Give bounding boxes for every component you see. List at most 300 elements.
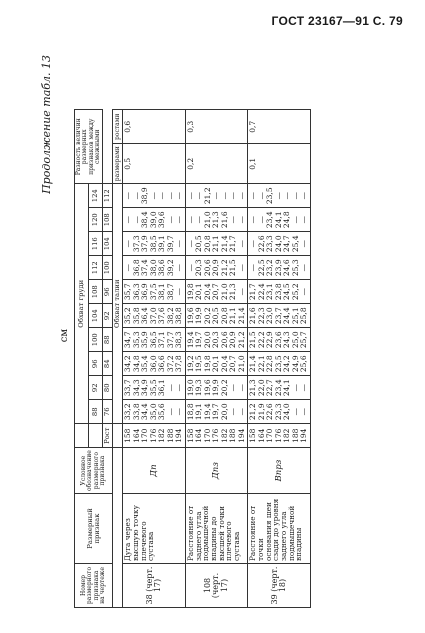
value: — (236, 288, 246, 296)
value: 35,6 (157, 403, 167, 421)
size-column-values (248, 328, 311, 352)
value: — (236, 384, 246, 392)
feature-name: Расстояние от точки основания шеи сзади до уровня заднего угла подмышечной впадины (248, 494, 311, 564)
feature-symbol: Дпз (185, 448, 248, 494)
value: 35,7 (123, 283, 133, 301)
col-header-number: Номер размерного признака на чертеже (75, 564, 113, 608)
value: 23,9 (273, 259, 283, 277)
value: 34,3 (131, 379, 141, 397)
value: 20,5 (194, 235, 204, 253)
value: 21,1 (228, 307, 238, 325)
waist-value-cell: 112 (103, 184, 113, 208)
value: 21,6 (219, 211, 229, 229)
value: — (194, 192, 204, 200)
value: 19,0 (185, 379, 195, 397)
value: 188 (165, 428, 175, 443)
size-column-values (185, 208, 248, 232)
size-column-values (185, 400, 248, 424)
value: 19,6 (202, 379, 212, 397)
value: — (123, 264, 133, 272)
value: 170 (265, 428, 275, 443)
size-column-values (185, 304, 248, 328)
value: 21,7 (248, 283, 258, 301)
chest-value-cell: 124 (89, 184, 103, 208)
value: 25,2 (290, 283, 300, 301)
value: 22,6 (256, 235, 266, 253)
value: 36,3 (131, 283, 141, 301)
size-column-values (248, 184, 311, 208)
col-header-empty (113, 424, 123, 448)
value: 19,8 (202, 355, 212, 373)
size-column-values (123, 232, 186, 256)
value: 24,9 (290, 355, 300, 373)
value: 34,8 (131, 355, 141, 373)
value: 35,4 (140, 355, 150, 373)
value: — (256, 192, 266, 200)
value: 35,8 (131, 307, 141, 325)
value: — (248, 216, 258, 224)
value: 20,3 (211, 331, 221, 349)
value: 21,9 (256, 403, 266, 421)
value: 21,0 (202, 211, 212, 229)
value: 20,3 (194, 259, 204, 277)
value: — (228, 216, 238, 224)
value: 21,4 (236, 307, 246, 325)
diff-sizes-value: 0,5 (123, 144, 186, 184)
value: — (236, 264, 246, 272)
value: 34,2 (123, 355, 133, 373)
size-column-values (123, 400, 186, 424)
value: 21,5 (248, 331, 258, 349)
size-column-values (123, 280, 186, 304)
diff-heights-value: 0,3 (185, 110, 248, 144)
value: 21,2 (236, 331, 246, 349)
col-header-waist: Обхват талии (113, 184, 123, 424)
feature-symbol: Впрз (248, 448, 311, 494)
value: 19,4 (185, 331, 195, 349)
value: 39,1 (157, 235, 167, 253)
chest-value-cell: 112 (89, 256, 103, 280)
value: 36,9 (140, 283, 150, 301)
value: 36,1 (157, 379, 167, 397)
value: 194 (236, 428, 246, 443)
value: 37,5 (148, 283, 158, 301)
waist-value-cell: 92 (103, 304, 113, 328)
value: 182 (282, 428, 292, 443)
value: 19,8 (185, 283, 195, 301)
value: 39,2 (165, 259, 175, 277)
value: 38,0 (148, 259, 158, 277)
value: — (174, 264, 184, 272)
size-column-values (185, 232, 248, 256)
value: 35,5 (148, 379, 158, 397)
value: 18,8 (185, 403, 195, 421)
value: — (131, 216, 141, 224)
value: — (185, 240, 195, 248)
value: 24,7 (282, 235, 292, 253)
value: 21,1 (211, 235, 221, 253)
table-row (185, 110, 248, 608)
size-column-values (185, 376, 248, 400)
size-column-values (123, 208, 186, 232)
value: 22,4 (256, 283, 266, 301)
value: 35,2 (123, 307, 133, 325)
value: 20,0 (219, 403, 229, 421)
value: — (185, 192, 195, 200)
size-column-values (248, 376, 311, 400)
page-header: ГОСТ 23167—91 С. 79 (271, 14, 403, 28)
value: 23,2 (265, 259, 275, 277)
value: 35,0 (148, 403, 158, 421)
value: 24,8 (282, 211, 292, 229)
value: 25,7 (299, 331, 309, 349)
value: — (236, 240, 246, 248)
value: 33,7 (123, 379, 133, 397)
size-column-values (248, 352, 311, 376)
value: 19,7 (194, 331, 204, 349)
value: 24,2 (282, 355, 292, 373)
value: — (290, 408, 300, 416)
value: 176 (211, 428, 221, 443)
chest-value-cell: 100 (89, 328, 103, 352)
value: — (290, 216, 300, 224)
size-column-values (123, 184, 186, 208)
feature-name: Расстояние от заднего угла подмышечной впадины до высшей точки плечевого сустава (185, 494, 248, 564)
value: 21,2 (202, 187, 212, 205)
table-body (123, 110, 311, 608)
col-header-symbol: Условное обозначение размерного признака (75, 448, 113, 494)
value: 24,1 (273, 211, 283, 229)
size-column-values (123, 352, 186, 376)
value: — (131, 192, 141, 200)
value: 21,4 (248, 355, 258, 373)
value: 182 (219, 428, 229, 443)
value: 38,6 (157, 259, 167, 277)
table-row (248, 110, 311, 608)
value: 20,9 (211, 259, 221, 277)
waist-value-cell: 76 (103, 400, 113, 424)
waist-value-cell: 84 (103, 352, 113, 376)
value: 38,1 (157, 283, 167, 301)
col-header-diff-heights: ростами (113, 110, 123, 144)
value: 23,5 (265, 187, 275, 205)
value: — (256, 216, 266, 224)
size-column-values (248, 304, 311, 328)
chest-value-cell: 120 (89, 208, 103, 232)
size-column-values (185, 184, 248, 208)
size-column-values (248, 208, 311, 232)
col-header-empty (75, 424, 89, 448)
value: 20,8 (202, 235, 212, 253)
chest-value-cell: 104 (89, 304, 103, 328)
col-header-empty (89, 424, 103, 448)
value: — (228, 384, 238, 392)
value: 21,5 (228, 259, 238, 277)
value: — (174, 216, 184, 224)
value: — (248, 192, 258, 200)
value: 176 (148, 428, 158, 443)
value: 24,4 (282, 307, 292, 325)
diff-heights-value: 0,6 (123, 110, 186, 144)
value: 37,7 (165, 331, 175, 349)
value: — (299, 240, 309, 248)
value: — (165, 384, 175, 392)
value: — (299, 384, 309, 392)
value: 22,0 (256, 379, 266, 397)
value: 24,0 (282, 403, 292, 421)
chest-value-cell: 108 (89, 280, 103, 304)
size-column-values (185, 280, 248, 304)
value: 36,0 (148, 355, 158, 373)
value: 22,6 (265, 403, 275, 421)
value: 22,2 (256, 331, 266, 349)
value: 21,0 (219, 283, 229, 301)
value: 22,1 (256, 355, 266, 373)
size-column-values (248, 256, 311, 280)
value: 20,6 (202, 259, 212, 277)
value: — (299, 192, 309, 200)
value: 23,8 (273, 283, 283, 301)
value: 22,8 (265, 355, 275, 373)
value: 22,9 (265, 331, 275, 349)
value: — (174, 192, 184, 200)
value: 34,7 (123, 331, 133, 349)
value: 38,2 (165, 307, 175, 325)
waist-value-cell: 96 (103, 280, 113, 304)
size-column-values (123, 328, 186, 352)
table-continuation-title: Продолжение табл. 13 (40, 55, 53, 194)
chest-value-cell: 96 (89, 352, 103, 376)
waist-value-cell: 88 (103, 328, 113, 352)
value: 170 (140, 428, 150, 443)
value: — (174, 288, 184, 296)
value: — (123, 240, 133, 248)
waist-value-cell: 80 (103, 376, 113, 400)
value: 20,1 (194, 283, 204, 301)
value: — (174, 408, 184, 416)
value: 20,2 (219, 379, 229, 397)
value: 25,8 (299, 307, 309, 325)
value: — (290, 384, 300, 392)
height-values (185, 424, 248, 448)
value: 21,2 (248, 403, 258, 421)
diff-heights-value: 0,7 (248, 110, 311, 144)
height-values (123, 424, 186, 448)
value: 19,5 (194, 355, 204, 373)
value: 182 (157, 428, 167, 443)
value: 37,6 (157, 307, 167, 325)
value: 35,3 (131, 331, 141, 349)
value: 38,7 (165, 283, 175, 301)
feature-number: 39 (черт. 18) (248, 564, 311, 608)
value: 20,2 (202, 307, 212, 325)
value: — (194, 216, 204, 224)
unit-label: см (59, 328, 70, 343)
chest-value-cell: 88 (89, 400, 103, 424)
value: 158 (248, 428, 258, 443)
col-header-chest: Обхват груди (75, 184, 89, 424)
value: 170 (202, 428, 212, 443)
value: 37,2 (165, 355, 175, 373)
value: 158 (123, 428, 133, 443)
value: 19,4 (202, 403, 212, 421)
value: 23,4 (273, 379, 283, 397)
diff-sizes-value: 0,1 (248, 144, 311, 184)
value: 176 (273, 428, 283, 443)
value: 20,0 (202, 331, 212, 349)
value: — (123, 216, 133, 224)
value: — (174, 240, 184, 248)
value: 188 (228, 428, 238, 443)
col-header-diff: Разность величин размерных признаков между смежными (75, 110, 103, 184)
table-row (123, 110, 186, 608)
value: 20,1 (211, 355, 221, 373)
value: 38,3 (174, 331, 184, 349)
value: 21,4 (219, 235, 229, 253)
value: 20,4 (202, 283, 212, 301)
value: — (248, 264, 258, 272)
value: 36,5 (148, 331, 158, 349)
value: 25,1 (290, 307, 300, 325)
value: 19,9 (211, 379, 221, 397)
value: 24,1 (282, 379, 292, 397)
value: 23,4 (265, 211, 275, 229)
size-column-values (185, 328, 248, 352)
value: 37,4 (140, 259, 150, 277)
value: 35,9 (140, 331, 150, 349)
value: 20,9 (228, 331, 238, 349)
value: 164 (256, 428, 266, 443)
measurement-table (74, 109, 311, 608)
value: 38,4 (140, 211, 150, 229)
value: — (236, 192, 246, 200)
value: 34,4 (140, 403, 150, 421)
value: — (299, 216, 309, 224)
size-column-values (248, 280, 311, 304)
value: — (165, 408, 175, 416)
size-column-values (248, 232, 311, 256)
value: 21,7 (228, 235, 238, 253)
value: 164 (131, 428, 141, 443)
value: 22,7 (265, 379, 275, 397)
value: 37,0 (148, 307, 158, 325)
size-column-values (123, 304, 186, 328)
value: 25,3 (290, 259, 300, 277)
feature-number: 108 (черт. 17) (185, 564, 248, 608)
value: 19,7 (211, 403, 221, 421)
value: 24,3 (282, 331, 292, 349)
value: 22,3 (256, 307, 266, 325)
value: 19,3 (194, 379, 204, 397)
value: 33,8 (131, 403, 141, 421)
value: — (236, 408, 246, 416)
value: 25,0 (290, 331, 300, 349)
value: — (211, 192, 221, 200)
waist-value-cell: 104 (103, 232, 113, 256)
value: 33,2 (123, 403, 133, 421)
col-header-diff-sizes: размерами (113, 144, 123, 184)
value: — (290, 192, 300, 200)
value: 21,3 (211, 211, 221, 229)
waist-value-cell: 108 (103, 208, 113, 232)
height-values (248, 424, 311, 448)
value: 23,7 (273, 307, 283, 325)
value: 37,3 (131, 235, 141, 253)
feature-name: Дуга через высшую точку плечевого сустава (123, 494, 186, 564)
value: 22,5 (256, 259, 266, 277)
value: 38,8 (174, 307, 184, 325)
value: — (248, 240, 258, 248)
feature-symbol: Дп (123, 448, 186, 494)
rotated-table-block (34, 48, 390, 608)
value: 39,6 (157, 211, 167, 229)
value: 36,6 (157, 355, 167, 373)
value: 21,0 (236, 355, 246, 373)
value: 24,0 (273, 235, 283, 253)
value: 23,1 (265, 283, 275, 301)
value: 23,5 (273, 355, 283, 373)
value: 20,4 (219, 355, 229, 373)
size-column-values (185, 256, 248, 280)
feature-number: 38 (черт. 17) (123, 564, 186, 608)
value: 19,6 (185, 307, 195, 325)
value: 21,3 (248, 379, 258, 397)
value: — (165, 216, 175, 224)
value: 19,2 (185, 355, 195, 373)
col-header-height: Рост (103, 424, 113, 448)
waist-value-cell: 100 (103, 256, 113, 280)
size-column-values (248, 400, 311, 424)
value: 164 (194, 428, 204, 443)
value: 25,4 (290, 235, 300, 253)
value: 21,2 (219, 259, 229, 277)
value: 20,7 (211, 283, 221, 301)
value: — (236, 216, 246, 224)
size-column-values (123, 376, 186, 400)
size-column-values (185, 352, 248, 376)
value: 38,9 (140, 187, 150, 205)
value: — (174, 384, 184, 392)
value: 37,8 (174, 355, 184, 373)
value: — (157, 192, 167, 200)
value: 20,5 (211, 307, 221, 325)
value: 39,7 (165, 235, 175, 253)
value: — (185, 216, 195, 224)
value: 20,8 (219, 307, 229, 325)
value: 23,6 (273, 331, 283, 349)
value: 36,4 (140, 307, 150, 325)
value: 194 (174, 428, 184, 443)
value: 34,9 (140, 379, 150, 397)
value: — (165, 192, 175, 200)
chest-value-cell: 116 (89, 232, 103, 256)
value: 37,9 (140, 235, 150, 253)
value: 25,6 (299, 355, 309, 373)
value: — (148, 192, 158, 200)
size-column-values (123, 256, 186, 280)
value: — (282, 192, 292, 200)
value: — (273, 192, 283, 200)
value: 24,6 (282, 259, 292, 277)
value: 19,9 (194, 307, 204, 325)
value: 158 (185, 428, 195, 443)
value: 21,6 (248, 307, 258, 325)
col-header-feature: Размерный признак (75, 494, 113, 564)
value: 24,5 (282, 283, 292, 301)
value: 23,3 (273, 403, 283, 421)
value: — (219, 192, 229, 200)
value: 21,3 (228, 283, 238, 301)
